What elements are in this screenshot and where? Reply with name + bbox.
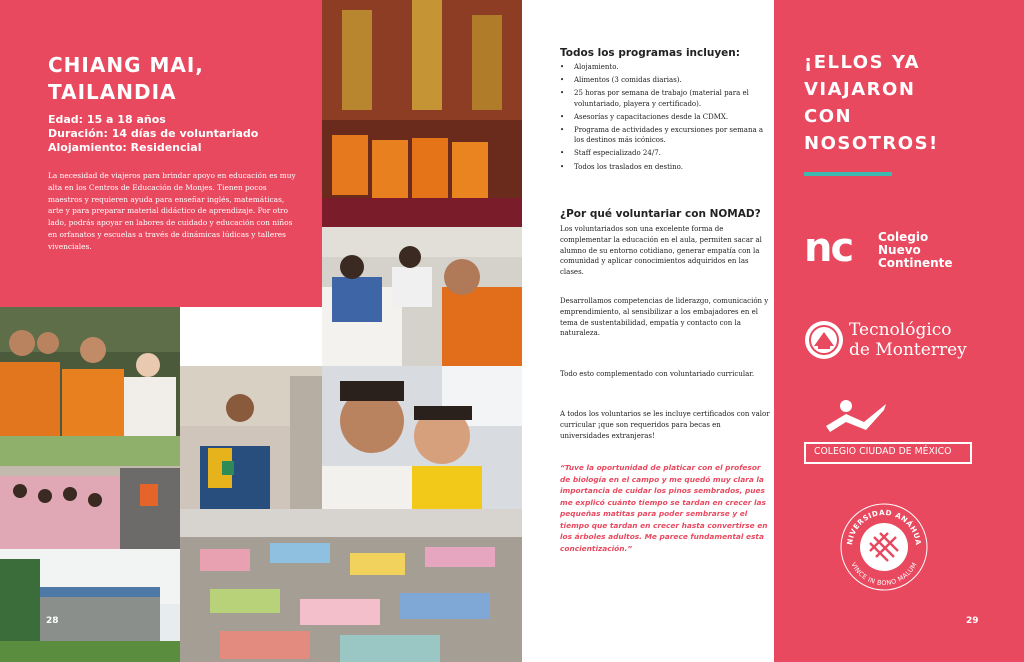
logo1-line3: Continente	[878, 256, 953, 270]
logo4-top-text: NIVERSIDAD ANÁHUA	[844, 507, 924, 546]
they-traveled-line1: ¡ELLOS YA	[804, 52, 921, 73]
photo-classroom-kids	[0, 436, 180, 549]
page-number-right: 29	[966, 616, 979, 626]
list-item: • Asesorías y capacitaciones desde la CDMX.	[560, 112, 770, 123]
why-paragraph-3: Todo esto complementado con voluntariado curricular.	[560, 370, 755, 378]
logo-colegio-nuevo-continente	[804, 225, 994, 274]
page-number-left: 28	[46, 616, 59, 626]
they-traveled-line2: VIAJARON	[804, 79, 916, 100]
logo2-line1: Tecnológico	[849, 320, 952, 340]
logo2-line2: de Monterrey	[849, 340, 967, 360]
list-item: • 25 horas por semana de trabajo (material para el voluntariado, playera y certificado).	[560, 88, 770, 109]
logo-tecnologico-de-monterrey	[804, 318, 994, 364]
they-traveled-line4: NOSOTROS!	[804, 133, 939, 154]
photo-boy-monk-drawing	[322, 227, 522, 366]
why-paragraph-1: Los voluntariados son una excelente forma de complementar la educación en el aula, permiten sacar al alumno de su entorno cotidiano, generar empatía con la comunidad y aplicar conocimientos adquiridos en las clases.	[560, 225, 762, 277]
lodging-info: Alojamiento: Residencial	[48, 141, 202, 154]
logo-universidad-anahuac	[840, 503, 928, 591]
why-paragraph-2: Desarrollamos competencias de liderazgo, comunicación y emprendimiento, al sensibilizar a los embajadores en el tema de sustentabilidad, empatía y contacto con la naturaleza.	[560, 297, 769, 338]
destination-title-line2: TAILANDIA	[48, 80, 177, 104]
photo-temple-monks	[322, 0, 522, 227]
photo-selfie-with-girl	[322, 366, 522, 509]
testimonial-quote: “Tuve la oportunidad de platicar con el profesor de biología en el campo y me quedó muy clara la importancia de cuidar los pinos sembrados, pues me explicó cuánto tiempo se tardan en crecer las pequeñas matitas para poder sembrarse y el tiempo que tardan en crecer hasta convertirse en los árboles adultos. Me parece fundamental esta concientización.”	[560, 463, 768, 553]
teal-divider	[804, 172, 892, 176]
nc-logo-icon: nc	[804, 225, 853, 271]
logo1-line2: Nuevo	[878, 243, 921, 257]
they-traveled-line3: CON	[804, 106, 853, 127]
list-item: • Alimentos (3 comidas diarias).	[560, 75, 770, 86]
destination-title	[48, 52, 308, 106]
duration-info: Duración: 14 días de voluntariado	[48, 127, 259, 140]
programs-title: Todos los programas incluyen:	[560, 47, 740, 59]
destination-title-line1: CHIANG MAI,	[48, 53, 204, 77]
figure-emblem-icon	[820, 396, 890, 444]
photo-kids-sleeping-mats	[180, 509, 522, 662]
photo-school-building	[0, 549, 180, 662]
why-volunteer-title: ¿Por qué voluntariar con NOMAD?	[560, 208, 761, 220]
photo-girl-with-cup	[180, 366, 322, 509]
programs-list	[560, 62, 770, 175]
logo-colegio-ciudad-de-mexico	[804, 396, 974, 472]
logo3-name: COLEGIO CIUDAD DE MÉXICO	[814, 446, 952, 457]
list-item: • Todos los traslados en destino.	[560, 162, 770, 173]
why-paragraph-4: A todos los voluntarios se les incluye certificados con valor curricular ¡que son requeridos para becas en universidades extranjeras!	[560, 410, 770, 440]
list-item: • Programa de actividades y excursiones por semana a los destinos más icónicos.	[560, 125, 770, 146]
destination-description: La necesidad de viajeros para brindar apoyo en educación es muy alta en los Centros de Educación de Monjes. Tienen pocos maestros y requieren ayuda para enseñar inglés, matemáticas, arte y para preparar material didáctico de aprendizaje. Por otro lado, podrás apoyar en labores de cuidado y educación con niños en orfanatos y escuelas a través de dinámicas lúdicas y talleres vivenciales.	[48, 171, 296, 251]
list-item: • Staff especializado 24/7.	[560, 148, 770, 159]
tec-seal-icon	[804, 320, 844, 360]
anahuac-seal-icon	[840, 503, 928, 591]
list-item: • Alojamiento.	[560, 62, 770, 73]
photo-monks-volunteer	[0, 307, 180, 436]
age-info: Edad: 15 a 18 años	[48, 113, 166, 126]
logo4-bottom-text: VINCE IN BONO MALUM	[849, 560, 919, 588]
they-traveled-title	[804, 49, 1004, 157]
logo1-line1: Colegio	[878, 230, 929, 244]
